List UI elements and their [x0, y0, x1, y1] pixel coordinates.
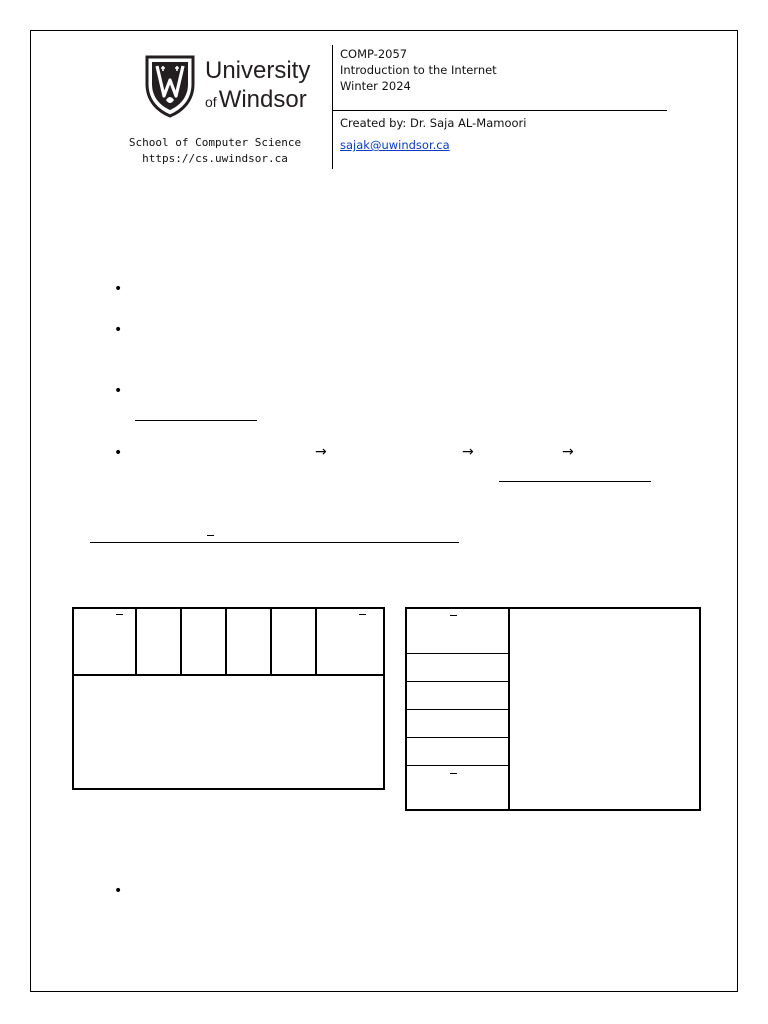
fill-in-blank-3 [90, 542, 459, 543]
created-by: Created by: Dr. Saja AL-Mamoori [340, 116, 527, 130]
school-url[interactable]: https://cs.uwindsor.ca [142, 152, 288, 165]
arrow-icon: → [562, 444, 574, 460]
course-title: Introduction to the Internet [340, 63, 497, 77]
table-row-divider [405, 681, 509, 682]
frame-divider [315, 607, 317, 676]
dash-mark [359, 614, 366, 615]
dash-mark [116, 614, 123, 615]
fill-in-blank-1 [135, 420, 257, 421]
frame-divider [180, 607, 182, 676]
author-email-link[interactable]: sajak@uwindsor.ca [340, 138, 450, 152]
university-crest-icon [144, 54, 196, 118]
header-divider-vertical [332, 45, 333, 169]
bullet-1: • [114, 281, 123, 297]
frame-row-divider [72, 674, 385, 676]
logo-wordmark-windsor [205, 87, 307, 115]
school-info [100, 135, 330, 167]
dash-mark [207, 535, 214, 536]
frame-divider [225, 607, 227, 676]
frame-diagram-left [72, 607, 385, 790]
page-border [30, 30, 738, 992]
fill-in-blank-2 [499, 481, 651, 482]
school-name: School of Computer Science [128, 136, 302, 149]
frame-divider [135, 607, 137, 676]
frame-divider [270, 607, 272, 676]
bullet-4: • [114, 445, 123, 461]
logo-wordmark-windsor-text: Windsor [218, 86, 307, 113]
arrow-icon: → [462, 444, 474, 460]
arrow-icon: → [315, 444, 327, 460]
author-email [340, 137, 450, 153]
dash-mark [450, 615, 457, 616]
table-row-divider [405, 709, 509, 710]
logo-wordmark-university: University [205, 57, 311, 84]
dash-mark [450, 773, 457, 774]
logo-wordmark-of: of [205, 94, 217, 110]
header-divider-horizontal [333, 110, 667, 111]
course-code: COMP-2057 [340, 47, 408, 61]
bullet-5: • [114, 883, 123, 899]
table-row-divider [405, 765, 509, 766]
course-term: Winter 2024 [340, 79, 411, 93]
bullet-3: • [114, 383, 123, 399]
table-row-divider [405, 737, 509, 738]
table-row-divider [405, 653, 509, 654]
bullet-2: • [114, 322, 123, 338]
